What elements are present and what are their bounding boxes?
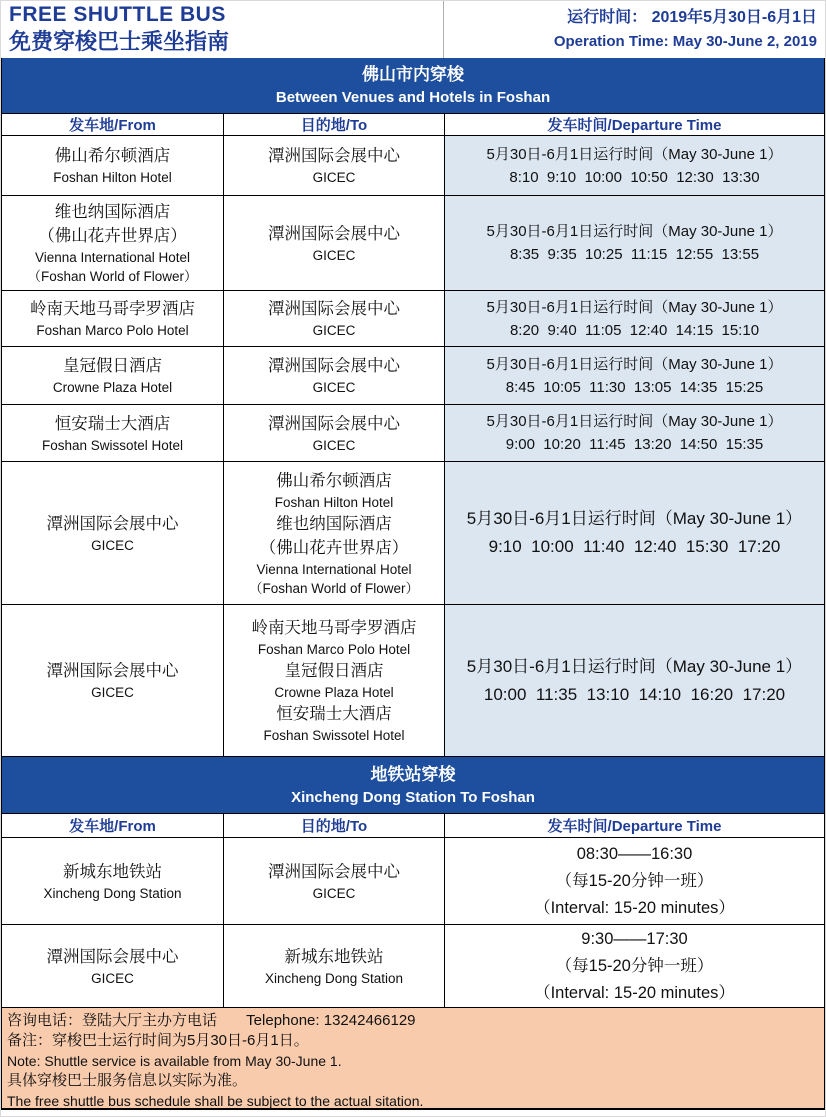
text-line: 岭南天地马哥孛罗酒店: [251, 619, 417, 637]
time-cell: [445, 838, 824, 924]
text-line: 潭洲国际会展中心: [46, 947, 179, 966]
from-cell: [2, 462, 224, 604]
to-cell: [224, 405, 445, 461]
footer-notes: [2, 1008, 824, 1110]
page-header: [1, 1, 825, 58]
table-row: [2, 136, 824, 196]
text-line: 新城东地铁站: [63, 862, 162, 881]
to-cell: [224, 136, 445, 195]
text-line: 潭洲国际会展中心: [268, 357, 400, 375]
to-cell: [224, 605, 445, 756]
from-cell: [2, 291, 224, 346]
time-cell: [445, 291, 824, 346]
text-line: Crowne Plaza Hotel: [274, 685, 394, 700]
text-line: 5月30日-6月1日运行时间（May 30-June 1）: [486, 145, 783, 163]
text-line: Foshan Hilton Hotel: [53, 170, 172, 185]
text-line: 潭洲国际会展中心: [46, 514, 179, 533]
from-cell: [2, 347, 224, 404]
text-line: Note: Shuttle service is available from May 30-June 1.: [7, 1053, 342, 1069]
text-line: GICEC: [312, 380, 356, 395]
table-row: [2, 291, 824, 347]
text-line: Vienna International Hotel: [34, 250, 191, 265]
time-cell: [445, 347, 824, 404]
column-header-to: 目的地/To: [224, 114, 445, 135]
text-line: GICEC: [91, 970, 134, 986]
text-line: Xincheng Dong Station: [264, 970, 404, 986]
section-banner-foshan: [2, 58, 824, 113]
table-row: [2, 196, 824, 291]
text-line: 皇冠假日酒店: [63, 357, 162, 375]
time-cell: [445, 405, 824, 461]
time-cell: [445, 605, 824, 756]
table-row: [2, 605, 824, 757]
banner-title-en: Between Venues and Hotels in Foshan: [275, 89, 551, 106]
table-row: [2, 462, 824, 605]
text-line: Foshan Swissotel Hotel: [41, 437, 184, 453]
text-line: 潭洲国际会展中心: [268, 224, 400, 243]
time-cell: [445, 136, 824, 195]
text-line: Vienna International Hotel: [256, 561, 412, 577]
column-header-row: [2, 813, 824, 838]
text-line: 5月30日-6月1日运行时间（May 30-June 1）: [486, 355, 783, 373]
text-line: Xincheng Dong Station: [43, 885, 182, 901]
from-cell: [2, 838, 224, 924]
table-row: [2, 838, 824, 925]
text-line: 维也纳国际酒店: [276, 514, 392, 533]
text-line: （Foshan World of Flower）: [248, 580, 420, 596]
time-cell: [445, 925, 824, 1007]
text-line: Foshan Marco Polo Hotel: [257, 642, 411, 657]
text-line: 佛山希尔顿酒店: [276, 471, 392, 490]
text-line: 备注：穿梭巴士运行时间为5月30日-6月1日。: [7, 1032, 309, 1049]
text-line: 9:10 10:00 11:40 12:40 15:30 17:20: [488, 537, 781, 556]
text-line: GICEC: [312, 437, 356, 453]
text-line: （每15-20分钟一班）: [555, 871, 714, 890]
text-line: Foshan Marco Polo Hotel: [36, 323, 189, 338]
text-line: 8:20 9:40 11:05 12:40 14:15 15:10: [509, 321, 760, 339]
to-cell: [224, 462, 445, 604]
table-row: [2, 347, 824, 405]
from-cell: [2, 925, 224, 1007]
column-header-row: [2, 113, 824, 136]
text-line: 8:35 9:35 10:25 11:15 12:55 13:55: [509, 246, 760, 263]
text-line: 皇冠假日酒店: [284, 662, 384, 680]
text-line: 岭南天地马哥孛罗酒店: [30, 300, 195, 318]
text-line: 10:00 11:35 13:10 14:10 16:20 17:20: [483, 684, 786, 704]
page-title-zh: 免费穿梭巴士乘坐指南: [9, 29, 230, 54]
text-line: 恒安瑞士大酒店: [54, 414, 171, 433]
text-line: 潭洲国际会展中心: [46, 662, 179, 680]
text-line: 5月30日-6月1日运行时间（May 30-June 1）: [466, 656, 803, 676]
text-line: （Interval: 15-20 minutes）: [534, 898, 735, 917]
text-line: （每15-20分钟一班）: [555, 956, 714, 975]
text-line: 咨询电话：登陆大厅主办方电话 Telephone: 13242466129: [7, 1012, 416, 1029]
page-title-en: FREE SHUTTLE BUS: [9, 3, 226, 26]
column-header-from: 发车地/From: [2, 114, 224, 135]
operation-time-block: [444, 1, 825, 58]
from-cell: [2, 136, 224, 195]
operation-time-zh: 运行时间： 2019年5月30日-6月1日: [567, 9, 817, 26]
column-header-from: 发车地/From: [2, 814, 224, 837]
text-line: 新城东地铁站: [284, 947, 384, 966]
text-line: 5月30日-6月1日运行时间（May 30-June 1）: [486, 298, 783, 316]
text-line: 5月30日-6月1日运行时间（May 30-June 1）: [486, 413, 783, 430]
text-line: （佛山花卉世界店）: [259, 538, 409, 557]
text-line: 潭洲国际会展中心: [268, 414, 400, 433]
text-line: （Interval: 15-20 minutes）: [534, 983, 735, 1002]
text-line: 潭洲国际会展中心: [268, 300, 400, 318]
column-header-time: 发车时间/Departure Time: [547, 117, 722, 134]
page-title-block: [1, 1, 444, 58]
from-cell: [2, 605, 224, 756]
from-cell: [2, 196, 224, 290]
banner-title-zh: 地铁站穿梭: [370, 764, 456, 784]
text-line: 恒安瑞士大酒店: [276, 705, 392, 723]
to-cell: [224, 925, 445, 1007]
text-line: （Foshan World of Flower）: [27, 269, 198, 284]
to-cell: [224, 347, 445, 404]
banner-title-zh: 佛山市内穿梭: [362, 65, 464, 84]
column-header-time: 发车时间/Departure Time: [547, 818, 722, 835]
text-line: 维也纳国际酒店: [54, 203, 171, 221]
text-line: 8:10 9:10 10:00 10:50 12:30 13:30: [509, 168, 760, 186]
to-cell: [224, 291, 445, 346]
text-line: Crowne Plaza Hotel: [52, 380, 173, 395]
text-line: 潭洲国际会展中心: [268, 862, 400, 881]
to-cell: [224, 196, 445, 290]
schedule-table: [1, 58, 825, 1110]
to-cell: [224, 838, 445, 924]
text-line: 潭洲国际会展中心: [268, 147, 400, 165]
time-cell: [445, 196, 824, 290]
table-row: [2, 925, 824, 1008]
section-banner-metro: [2, 757, 824, 813]
text-line: 9:30——17:30: [581, 929, 688, 948]
banner-title-en: Xincheng Dong Station To Foshan: [291, 788, 535, 806]
text-line: GICEC: [91, 685, 134, 700]
table-row: [2, 405, 824, 462]
text-line: GICEC: [312, 323, 356, 338]
text-line: 佛山希尔顿酒店: [54, 147, 171, 165]
text-line: 5月30日-6月1日运行时间（May 30-June 1）: [466, 509, 803, 528]
text-line: Foshan Hilton Hotel: [274, 494, 394, 510]
text-line: （佛山花卉世界店）: [38, 227, 187, 245]
text-line: GICEC: [312, 885, 356, 901]
text-line: Foshan Swissotel Hotel: [263, 728, 405, 743]
text-line: GICEC: [91, 537, 134, 553]
text-line: 5月30日-6月1日运行时间（May 30-June 1）: [486, 223, 783, 240]
text-line: 9:00 10:20 11:45 13:20 14:50 15:35: [505, 436, 764, 453]
text-line: 具体穿梭巴士服务信息以实际为准。: [7, 1072, 248, 1089]
text-line: GICEC: [312, 170, 356, 185]
operation-time-en: Operation Time: May 30-June 2, 2019: [553, 33, 817, 50]
text-line: GICEC: [312, 247, 356, 263]
text-line: 8:45 10:05 11:30 13:05 14:35 15:25: [505, 378, 764, 396]
text-line: 08:30——16:30: [576, 844, 693, 863]
text-line: The free shuttle bus schedule shall be subject to the actual sitation.: [7, 1093, 424, 1109]
time-cell: [445, 462, 824, 604]
from-cell: [2, 405, 224, 461]
column-header-to: 目的地/To: [224, 814, 445, 837]
